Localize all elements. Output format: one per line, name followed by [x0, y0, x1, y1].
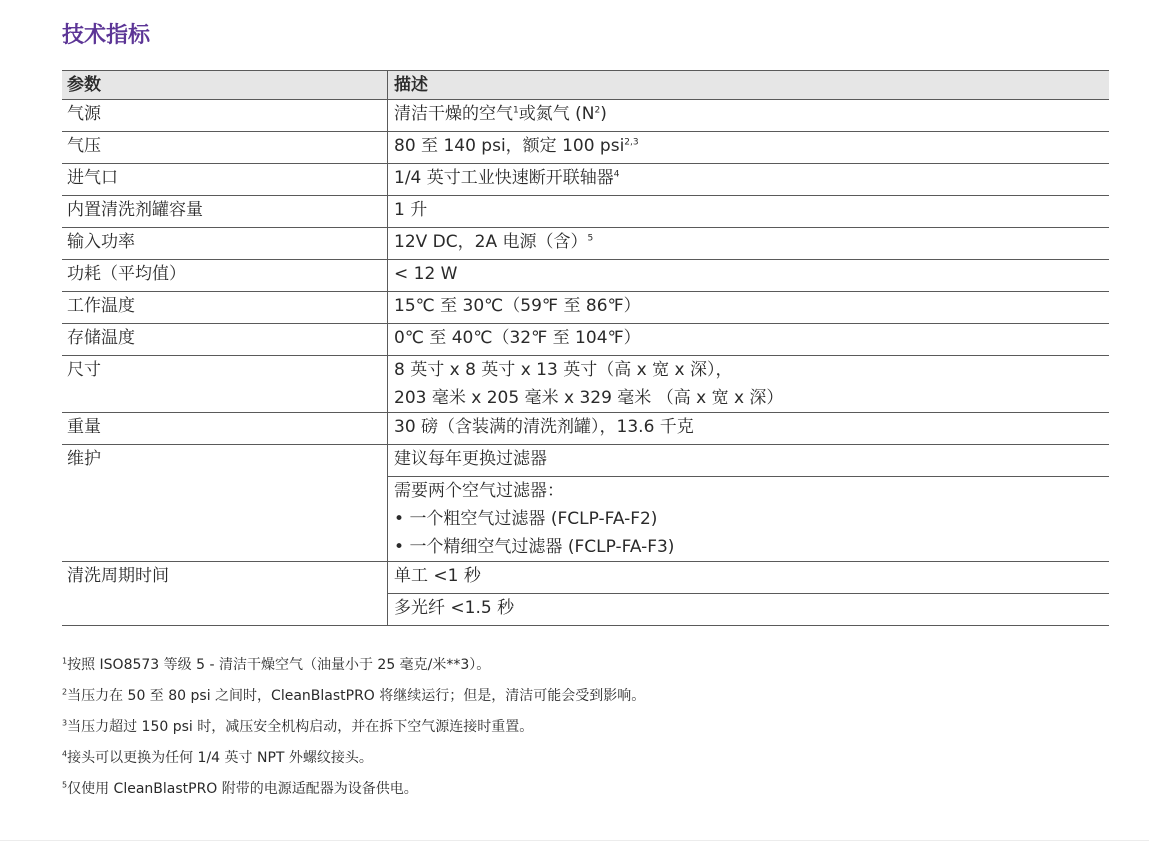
param-cell: 进气口: [62, 164, 388, 196]
desc-text: 8 英寸 x 8 英寸 x 13 英寸（高 x 宽 x 深），: [394, 360, 733, 380]
desc-cell: 15℃ 至 30℃（59℉ 至 86℉）: [388, 292, 1110, 324]
footnote-ref: 5: [587, 233, 594, 244]
desc-cell: 建议每年更换过滤器: [388, 445, 1110, 477]
desc-text: ): [600, 104, 607, 124]
footnote: [62, 747, 645, 778]
footnote-ref: 2,3: [624, 137, 639, 148]
page-title: 技术指标: [62, 23, 151, 48]
footnote-text: 仅使用 CleanBlastPRO 附带的电源适配器为设备供电。: [67, 781, 418, 797]
desc-cell: [388, 164, 1110, 196]
desc-cell: [388, 228, 1110, 260]
table-row: [62, 562, 1109, 594]
table-row: [62, 100, 1109, 132]
subscript: 2: [594, 105, 601, 116]
desc-text: 80 至 140 psi，额定 100 psi: [394, 136, 625, 156]
param-cell: 重量: [62, 413, 388, 445]
table-row: [62, 164, 1109, 196]
table-header-row: [62, 71, 1109, 100]
desc-text: 或氮气 (N: [518, 104, 595, 124]
footnote-text: 按照 ISO8573 等级 5 - 清洁干燥空气（油量小于 25 毫克/米**3）。: [67, 657, 491, 673]
footnote-number: 1: [62, 656, 68, 666]
param-cell: 输入功率: [62, 228, 388, 260]
table-row: [62, 260, 1109, 292]
spec-table: [62, 70, 1109, 626]
footnote-number: 4: [62, 749, 68, 759]
desc-cell: < 12 W: [388, 260, 1110, 292]
table-row: [62, 324, 1109, 356]
list-item: • 一个精细空气过滤器 (FCLP-FA-F3): [394, 533, 1105, 561]
desc-text: 清洁干燥的空气: [394, 104, 513, 124]
desc-cell: 单工 <1 秒: [388, 562, 1110, 594]
footnote-number: 3: [62, 718, 68, 728]
footnote: [62, 716, 645, 747]
footnote-text: 当压力超过 150 psi 时，减压安全机构启动，并在拆下空气源连接时重置。: [67, 719, 534, 735]
desc-cell: 1 升: [388, 196, 1110, 228]
table-row: [62, 445, 1109, 477]
list-item: • 一个粗空气过滤器 (FCLP-FA-F2): [394, 505, 1105, 533]
footnote-number: 2: [62, 687, 68, 697]
footnote-number: 5: [62, 780, 68, 790]
desc-cell: 30 磅（含装满的清洗剂罐），13.6 千克: [388, 413, 1110, 445]
param-cell: 尺寸: [62, 356, 388, 413]
table-row: [62, 413, 1109, 445]
param-cell: 内置清洗剂罐容量: [62, 196, 388, 228]
footnote-text: 接头可以更换为任何 1/4 英寸 NPT 外螺纹接头。: [67, 750, 373, 766]
footnote: [62, 654, 645, 685]
param-cell: 功耗（平均值）: [62, 260, 388, 292]
desc-text: 1/4 英寸工业快速断开联轴器: [394, 168, 614, 188]
desc-cell: [388, 356, 1110, 413]
param-cell: 工作温度: [62, 292, 388, 324]
param-cell: 维护: [62, 445, 388, 562]
param-cell: 存储温度: [62, 324, 388, 356]
param-cell: 清洗周期时间: [62, 562, 388, 626]
table-row: [62, 228, 1109, 260]
param-cell: 气压: [62, 132, 388, 164]
column-header-desc: 描述: [388, 71, 1110, 100]
desc-cell: 多光纤 <1.5 秒: [388, 594, 1110, 626]
footnote-ref: 1: [513, 105, 519, 116]
footnote-text: 当压力在 50 至 80 psi 之间时，CleanBlastPRO 将继续运行；但是，清洁可能会受到影响。: [67, 688, 646, 704]
desc-cell: [388, 477, 1110, 562]
desc-cell: [388, 132, 1110, 164]
footnotes: [62, 654, 645, 809]
column-header-param: 参数: [62, 71, 388, 100]
footnote-ref: 4: [613, 169, 620, 180]
table-row: [62, 196, 1109, 228]
table-row: [62, 132, 1109, 164]
desc-cell: [388, 100, 1110, 132]
desc-text: 需要两个空气过滤器：: [394, 481, 564, 501]
desc-text: 203 毫米 x 205 毫米 x 329 毫米 （高 x 宽 x 深）: [394, 388, 784, 408]
param-cell: 气源: [62, 100, 388, 132]
desc-cell: 0℃ 至 40℃（32℉ 至 104℉）: [388, 324, 1110, 356]
table-row: [62, 356, 1109, 413]
page-bottom-divider: [0, 840, 1149, 841]
desc-text: 12V DC，2A 电源（含）: [394, 232, 588, 252]
footnote: [62, 778, 645, 809]
table-row: [62, 292, 1109, 324]
footnote: [62, 685, 645, 716]
